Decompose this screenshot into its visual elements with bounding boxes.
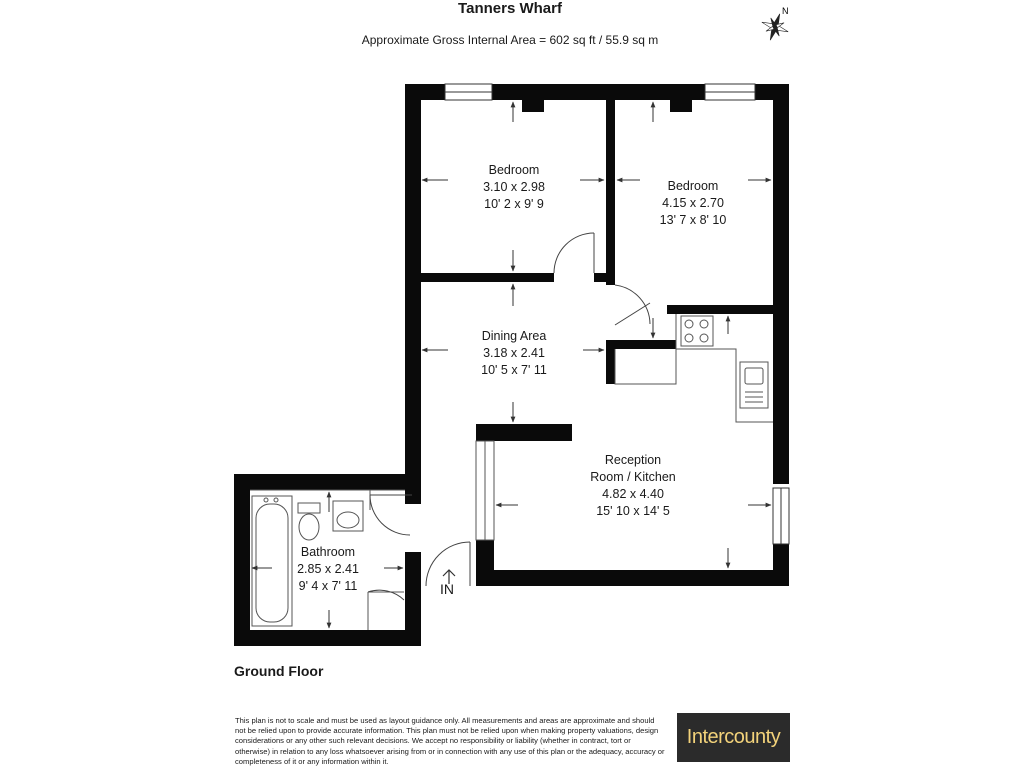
plan-title: Tanners Wharf (458, 0, 562, 17)
room-metric: 3.18 x 2.41 (483, 346, 545, 360)
room-imperial: 15' 10 x 14' 5 (596, 504, 670, 518)
basin-icon (333, 501, 363, 531)
toilet-icon (298, 503, 320, 513)
room-imperial: 9' 4 x 7' 11 (298, 579, 358, 593)
entrance-label: IN (440, 581, 454, 597)
room-bathroom (278, 544, 378, 595)
window-bedroom2 (705, 84, 755, 100)
room-name: Bathroom (300, 545, 356, 559)
room-metric: 4.82 x 4.40 (602, 487, 664, 501)
room-name: Bedroom (488, 163, 540, 177)
intercounty-logo (677, 713, 790, 762)
chimney-breast-2 (670, 100, 692, 112)
room-reception-kitchen (568, 452, 698, 520)
room-metric: 2.85 x 2.41 (297, 562, 359, 576)
partition-lines (250, 441, 494, 630)
room-name: Dining Area (481, 329, 547, 343)
sink-icon (740, 362, 768, 408)
window-bedroom1 (445, 84, 492, 100)
room-bedroom-2 (633, 178, 753, 229)
room-name: Bedroom (667, 179, 719, 193)
logo-text: Intercounty (686, 726, 781, 748)
room-imperial: 10' 5 x 7' 11 (481, 363, 547, 377)
gross-area-subtitle: Approximate Gross Internal Area = 602 sq ft / 55.9 sq m (361, 33, 659, 47)
compass-north-label: N (782, 6, 789, 16)
room-imperial: 13' 7 x 8' 10 (659, 213, 727, 227)
hob-icon (681, 316, 713, 346)
room-metric: 3.10 x 2.98 (483, 180, 545, 194)
kitchen-units (615, 314, 773, 422)
room-imperial: 10' 2 x 9' 9 (484, 197, 544, 211)
disclaimer-text: This plan is not to scale and must be used as layout guidance only. All measurements and areas are approximate and should not be relied upon to provide accurate information. This plan must not be relied upon when making property valuations, design considerations or any other such relevant decisions. We accept no responsibility or liability (whether in contract, tort or otherwise) in relation to any loss whatsoever arising from or in connection with any use of this plan or the adequacy, accuracy or completeness of it or any information within it. (235, 716, 665, 766)
chimney-breast-1 (522, 100, 544, 112)
window-reception (773, 488, 789, 544)
room-name-line2: Room / Kitchen (590, 470, 676, 484)
room-dining-area (454, 328, 574, 379)
room-metric: 4.15 x 2.70 (662, 196, 724, 210)
room-name-line1: Reception (604, 453, 662, 467)
floor-label: Ground Floor (234, 663, 324, 679)
room-bedroom-1 (454, 162, 574, 213)
